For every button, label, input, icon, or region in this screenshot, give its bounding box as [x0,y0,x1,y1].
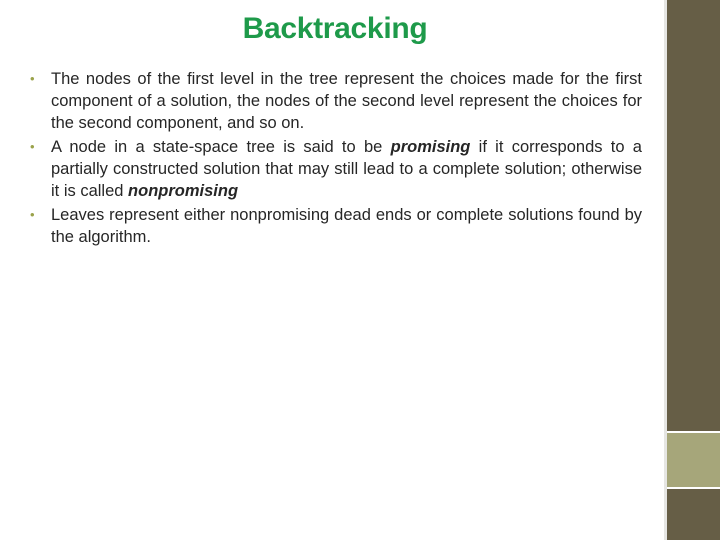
sidebar-band-bottom [667,488,720,540]
bullet-list [30,68,642,250]
sidebar-band-top [667,0,720,432]
bullet-dot-icon: • [30,71,35,86]
emphasized-term: nonpromising [128,182,239,200]
slide-title: Backtracking [242,12,428,45]
sidebar-separator-lower [667,487,720,489]
sidebar-band-middle [667,432,720,488]
bullet-text: Leaves represent either nonpromising dead ends or complete solutions found by the algorithm. [51,206,642,246]
bullet-text: The nodes of the first level in the tree represent the choices made for the first component of a solution, the nodes of the second level represent the choices for the second component, and so on. [51,70,642,132]
bullet-dot-icon: • [30,207,35,222]
bullet-dot-icon: • [30,139,35,154]
bullet-item [30,68,642,134]
bullet-item [30,204,642,248]
sidebar-separator-upper [667,431,720,433]
bullet-text: A node in a state-space tree is said to be [51,138,391,156]
emphasized-term: promising [390,138,471,156]
bullet-text: if it corresponds to a partially constructed solution that may still lead to a complete solution; otherwise it is called [51,138,642,200]
bullet-item [30,136,642,202]
